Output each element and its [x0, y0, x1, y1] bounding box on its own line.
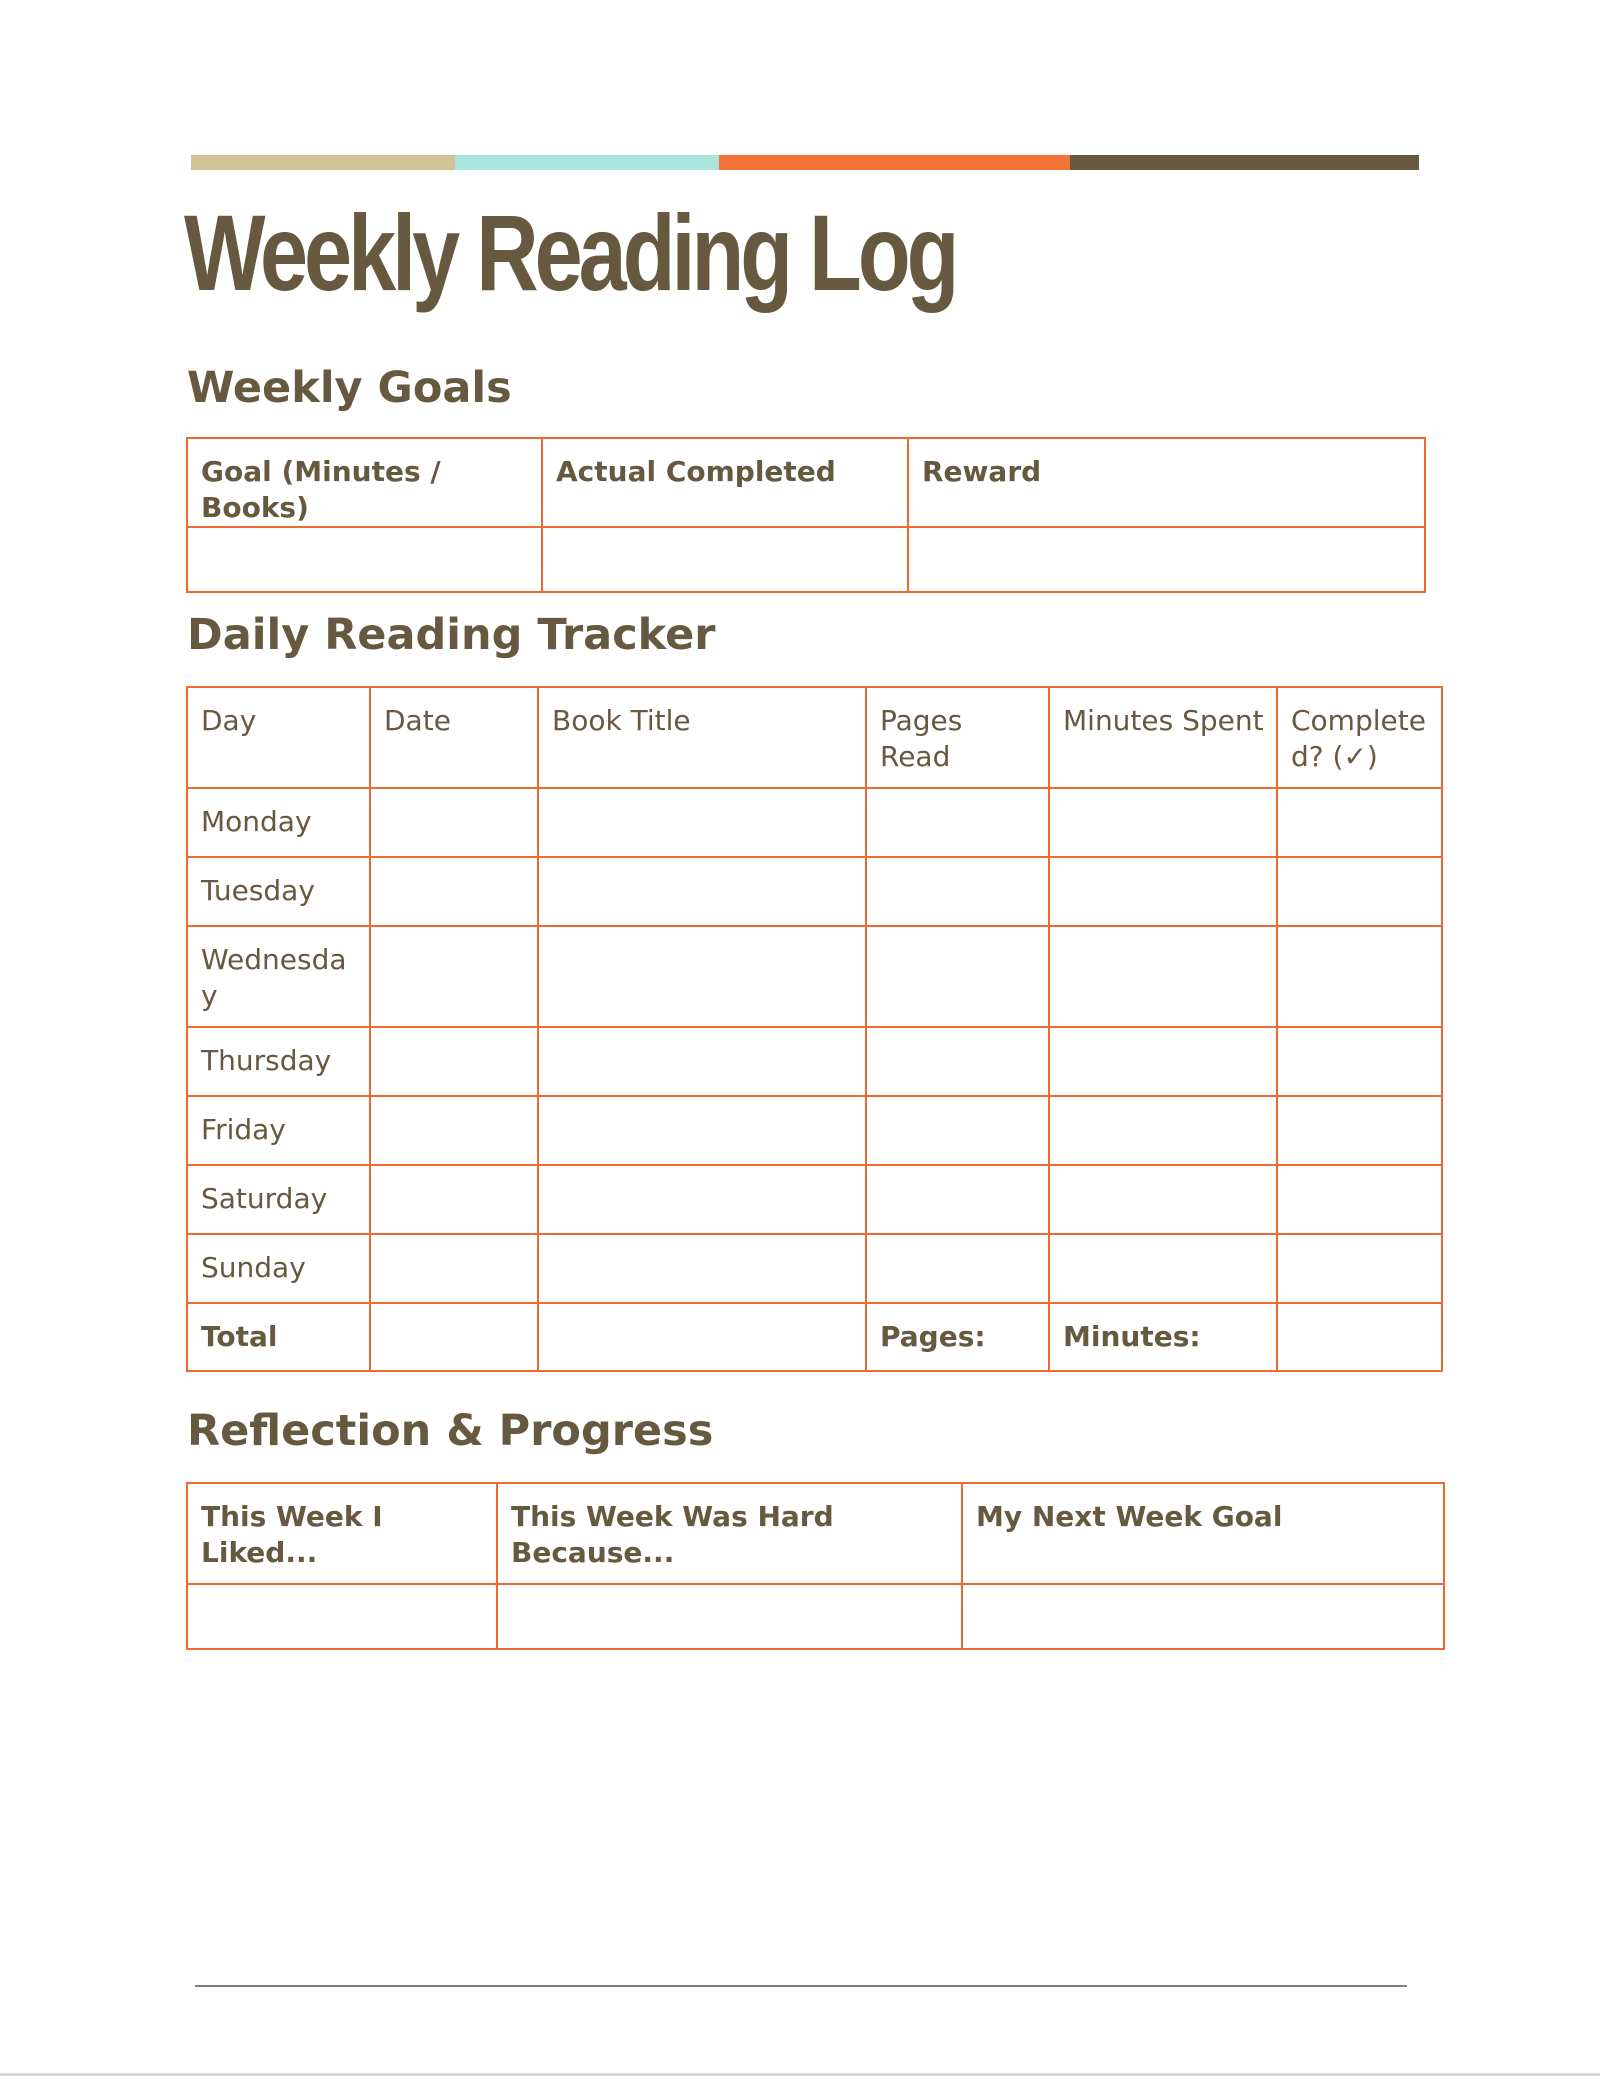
daily-tracker-heading: Daily Reading Tracker	[187, 610, 716, 660]
hard-because-header: This Week Was Hard Because...	[497, 1483, 962, 1584]
date-cell[interactable]	[370, 1165, 538, 1234]
reward-header: Reward	[908, 438, 1425, 527]
day-cell-thursday: Thursday	[187, 1027, 370, 1096]
day-cell-tuesday: Tuesday	[187, 857, 370, 926]
book-title-cell[interactable]	[538, 1027, 866, 1096]
next-week-goal-entry-cell[interactable]	[962, 1584, 1444, 1649]
completed-cell[interactable]	[1277, 857, 1442, 926]
date-cell[interactable]	[370, 857, 538, 926]
completed-cell[interactable]	[1277, 1096, 1442, 1165]
table-row	[187, 926, 1442, 1027]
color-bar-segment-brown	[1070, 155, 1419, 170]
day-cell-monday: Monday	[187, 788, 370, 857]
book-title-header: Book Title	[538, 687, 866, 788]
reflection-heading: Reflection & Progress	[187, 1406, 714, 1456]
color-bar-segment-orange	[719, 155, 1070, 170]
tracker-total-row	[187, 1303, 1442, 1371]
liked-entry-cell[interactable]	[187, 1584, 497, 1649]
total-date-cell	[370, 1303, 538, 1371]
pages-read-cell[interactable]	[866, 1165, 1049, 1234]
day-header: Day	[187, 687, 370, 788]
liked-header: This Week I Liked...	[187, 1483, 497, 1584]
minutes-spent-cell[interactable]	[1049, 1165, 1277, 1234]
weekly-goals-header-row	[187, 438, 1425, 527]
page-title: Weekly Reading Log	[184, 192, 956, 313]
pages-read-header: Pages Read	[866, 687, 1049, 788]
total-book-title-cell	[538, 1303, 866, 1371]
day-cell-sunday: Sunday	[187, 1234, 370, 1303]
weekly-goals-table	[186, 437, 1426, 593]
goal-header: Goal (Minutes / Books)	[187, 438, 542, 527]
actual-completed-entry-cell[interactable]	[542, 527, 908, 592]
completed-cell[interactable]	[1277, 788, 1442, 857]
date-header: Date	[370, 687, 538, 788]
next-week-goal-header: My Next Week Goal	[962, 1483, 1444, 1584]
date-cell[interactable]	[370, 1027, 538, 1096]
color-bar-segment-tan	[191, 155, 455, 170]
completed-cell[interactable]	[1277, 1165, 1442, 1234]
date-cell[interactable]	[370, 788, 538, 857]
minutes-spent-cell[interactable]	[1049, 1027, 1277, 1096]
total-label: Total	[187, 1303, 370, 1371]
minutes-spent-cell[interactable]	[1049, 1096, 1277, 1165]
weekly-goals-entry-row	[187, 527, 1425, 592]
hard-because-entry-cell[interactable]	[497, 1584, 962, 1649]
footer-divider	[195, 1985, 1407, 1987]
actual-completed-header: Actual Completed	[542, 438, 908, 527]
reflection-entry-row	[187, 1584, 1444, 1649]
date-cell[interactable]	[370, 1234, 538, 1303]
pages-read-cell[interactable]	[866, 857, 1049, 926]
table-row	[187, 857, 1442, 926]
day-cell-friday: Friday	[187, 1096, 370, 1165]
reward-entry-cell[interactable]	[908, 527, 1425, 592]
completed-header: Completed? (✓)	[1277, 687, 1442, 788]
date-cell[interactable]	[370, 1096, 538, 1165]
completed-cell[interactable]	[1277, 926, 1442, 1027]
color-bar-segment-aqua	[455, 155, 719, 170]
day-cell-wednesday: Wednesday	[187, 926, 370, 1027]
tracker-header-row	[187, 687, 1442, 788]
book-title-cell[interactable]	[538, 1096, 866, 1165]
table-row	[187, 1096, 1442, 1165]
minutes-spent-cell[interactable]	[1049, 788, 1277, 857]
decorative-color-bar	[191, 155, 1419, 170]
minutes-spent-cell[interactable]	[1049, 857, 1277, 926]
pages-read-cell[interactable]	[866, 926, 1049, 1027]
minutes-spent-cell[interactable]	[1049, 926, 1277, 1027]
minutes-spent-header: Minutes Spent	[1049, 687, 1277, 788]
total-minutes-label[interactable]: Minutes:	[1049, 1303, 1277, 1371]
table-row	[187, 1027, 1442, 1096]
table-row	[187, 788, 1442, 857]
completed-cell[interactable]	[1277, 1027, 1442, 1096]
pages-read-cell[interactable]	[866, 1234, 1049, 1303]
reflection-table	[186, 1482, 1445, 1650]
pages-read-cell[interactable]	[866, 1096, 1049, 1165]
book-title-cell[interactable]	[538, 1165, 866, 1234]
table-row	[187, 1234, 1442, 1303]
reflection-header-row	[187, 1483, 1444, 1584]
weekly-goals-heading: Weekly Goals	[187, 363, 512, 413]
table-row	[187, 1165, 1442, 1234]
book-title-cell[interactable]	[538, 857, 866, 926]
goal-entry-cell[interactable]	[187, 527, 542, 592]
date-cell[interactable]	[370, 926, 538, 1027]
book-title-cell[interactable]	[538, 926, 866, 1027]
total-completed-cell[interactable]	[1277, 1303, 1442, 1371]
pages-read-cell[interactable]	[866, 1027, 1049, 1096]
daily-tracker-table	[186, 686, 1443, 1372]
total-pages-label[interactable]: Pages:	[866, 1303, 1049, 1371]
minutes-spent-cell[interactable]	[1049, 1234, 1277, 1303]
day-cell-saturday: Saturday	[187, 1165, 370, 1234]
pages-read-cell[interactable]	[866, 788, 1049, 857]
completed-cell[interactable]	[1277, 1234, 1442, 1303]
book-title-cell[interactable]	[538, 1234, 866, 1303]
book-title-cell[interactable]	[538, 788, 866, 857]
